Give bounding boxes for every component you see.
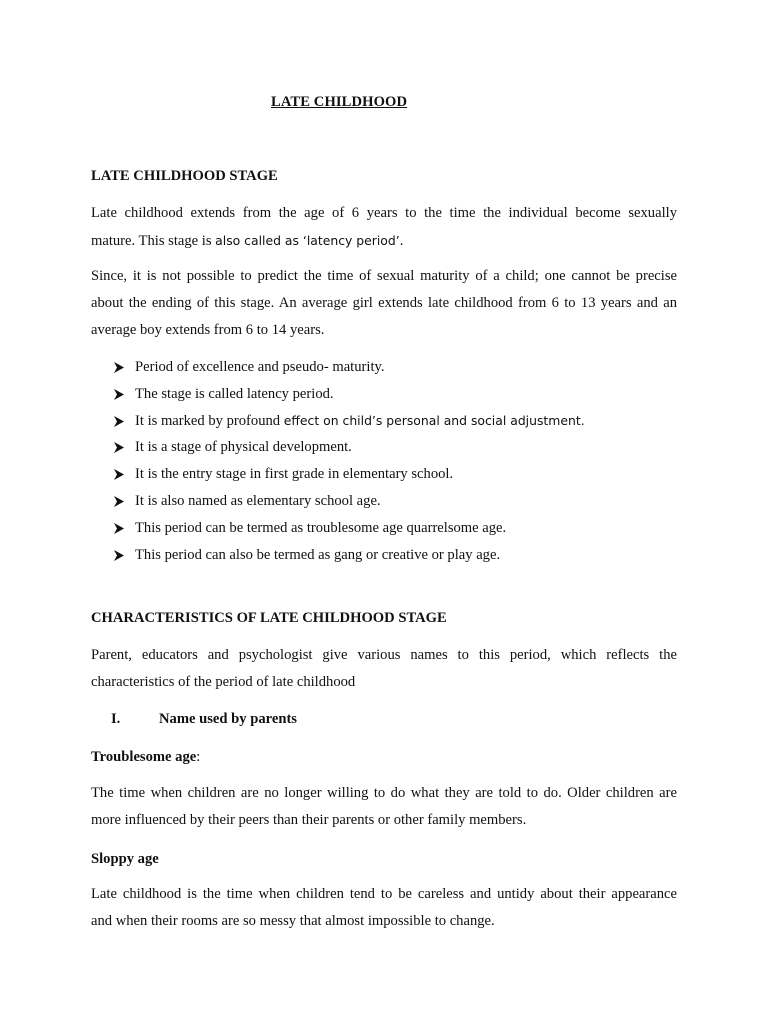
paragraph-line: Late childhood extends from the age of 6 years to the time the individual become sexually	[91, 205, 677, 221]
list-item	[114, 436, 585, 463]
paragraph-line: and when their rooms are so messy that almost impossible to change.	[91, 913, 495, 929]
list-item	[114, 356, 585, 383]
paragraph-line: Parent, educators and psychologist give various names to this period, which reflects the	[91, 647, 677, 663]
paragraph-line: The time when children are no longer willing to do what they are told to do. Older children are	[91, 785, 677, 801]
arrowhead-bullet-icon	[114, 550, 124, 561]
paragraph-definition	[91, 200, 677, 255]
list-item	[114, 383, 585, 410]
paragraph-line: characteristics of the period of late childhood	[91, 674, 356, 690]
list-item-text: It is also named as elementary school age.	[135, 492, 381, 509]
arrowhead-bullet-icon	[114, 362, 124, 373]
paragraph-line: about the ending of this stage. An average girl extends late childhood from 6 to 13 years and an	[91, 295, 677, 311]
list-item-text: It is the entry stage in first grade in elementary school.	[135, 466, 454, 483]
list-item-text: Period of excellence and pseudo- maturity.	[135, 359, 385, 375]
paragraph-characteristics-intro	[91, 642, 677, 696]
list-item	[114, 544, 585, 571]
paragraph-line: more influenced by their peers than their parents or other family members.	[91, 812, 527, 828]
list-item-text: This period can also be termed as gang or creative or play age.	[135, 546, 501, 563]
arrowhead-bullet-icon	[114, 389, 124, 400]
arrowhead-bullet-icon	[114, 416, 124, 427]
list-item-text: It is marked by profound	[135, 412, 284, 429]
list-item-text-alt-font: effect on child’s personal and social adjustment.	[283, 412, 585, 428]
paragraph-sloppy-age	[91, 881, 677, 935]
text-run: .	[399, 233, 404, 249]
section-heading-characteristics: CHARACTERISTICS OF LATE CHILDHOOD STAGE	[91, 610, 447, 626]
arrowhead-bullet-icon	[114, 496, 124, 507]
paragraph-line: Late childhood is the time when children tend to be careless and untidy about their appearance	[91, 886, 677, 902]
arrowhead-bullet-icon	[114, 442, 124, 453]
paragraph-line: Since, it is not possible to predict the time of sexual maturity of a child; one cannot be precise	[91, 268, 677, 284]
list-item-text: The stage is called latency period.	[135, 385, 334, 402]
arrowhead-bullet-icon	[114, 523, 124, 534]
list-item	[114, 463, 585, 490]
list-item-text: It is a stage of physical development.	[135, 439, 352, 456]
paragraph-troublesome-age	[91, 780, 677, 834]
paragraph-line	[91, 227, 677, 255]
section-heading-late-childhood-stage: LATE CHILDHOOD STAGE	[91, 168, 278, 184]
numbered-subheading	[111, 711, 297, 728]
subheading-troublesome-age	[91, 749, 200, 766]
paragraph-line: average boy extends from 6 to 14 years.	[91, 322, 325, 338]
list-item	[114, 490, 585, 517]
text-run: mature. This stage is	[91, 233, 216, 249]
paragraph-maturity	[91, 263, 677, 344]
list-item	[114, 517, 585, 544]
subheading-sloppy-age: Sloppy age	[91, 851, 159, 867]
roman-numeral: I.	[111, 711, 121, 727]
subheading-label: Name used by parents	[159, 711, 297, 727]
document-title: LATE CHILDHOOD	[271, 94, 408, 110]
arrowhead-bullet-icon	[114, 469, 124, 480]
list-item	[114, 410, 585, 437]
bullet-list	[114, 356, 585, 570]
list-item-text: This period can be termed as troublesome age quarrelsome age.	[135, 519, 507, 536]
text-run-alt-font: also called as ‘latency period’	[215, 233, 400, 248]
subheading-colon: :	[196, 749, 201, 765]
subheading-text: Troublesome age	[91, 749, 197, 765]
